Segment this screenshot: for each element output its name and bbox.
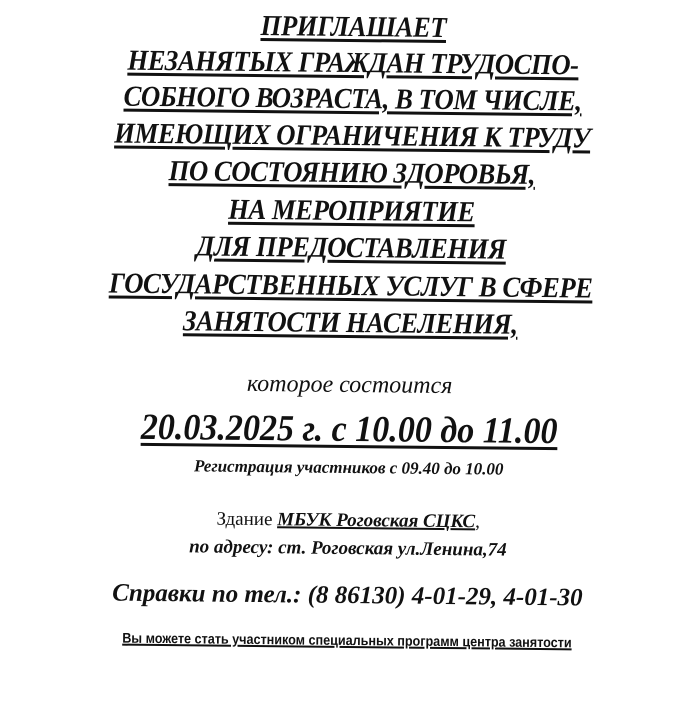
headline-line-6: ДЛЯ ПРЕДОСТАВЛЕНИЯ: [196, 230, 507, 266]
headline-line-2: СОБНОГО ВОЗРАСТА, В ТОМ ЧИСЛЕ,: [123, 80, 582, 118]
organization-suffix: ,: [475, 511, 481, 533]
organization-name: МБУК Роговская СЦКС: [277, 509, 476, 533]
event-intro: которое состоится: [246, 370, 453, 400]
headline-line-1: НЕЗАНЯТЫХ ГРАЖДАН ТРУДОСПО-: [127, 44, 579, 82]
building-prefix: Здание: [216, 508, 278, 531]
contact-phones: Справки по тел.: (8 86130) 4-01-29, 4-01-30: [112, 579, 583, 612]
headline-line-4: ПО СОСТОЯНИЮ ЗДОРОВЬЯ,: [168, 155, 536, 191]
headline-line-7: ГОСУДАРСТВЕННЫХ УСЛУГ В СФЕРЕ: [108, 267, 593, 305]
headline-line-invites: ПРИГЛАШАЕТ: [260, 10, 447, 44]
footer-note: Вы можете стать участником специальных программ центра занятости: [122, 629, 572, 651]
venue-address: по адресу: ст. Роговская ул.Ленина,74: [189, 536, 507, 561]
headline-line-5: НА МЕРОПРИЯТИЕ: [228, 193, 475, 229]
event-datetime: 20.03.2025 г. с 10.00 до 11.00: [140, 406, 558, 453]
venue-building: [0, 506, 698, 535]
headline-line-8: ЗАНЯТОСТИ НАСЕЛЕНИЯ,: [182, 305, 518, 341]
registration-time: Регистрация участников с 09.40 до 10.00: [193, 456, 504, 479]
headline-line-3: ИМЕЮЩИХ ОГРАНИЧЕНИЯ К ТРУДУ: [114, 117, 591, 155]
